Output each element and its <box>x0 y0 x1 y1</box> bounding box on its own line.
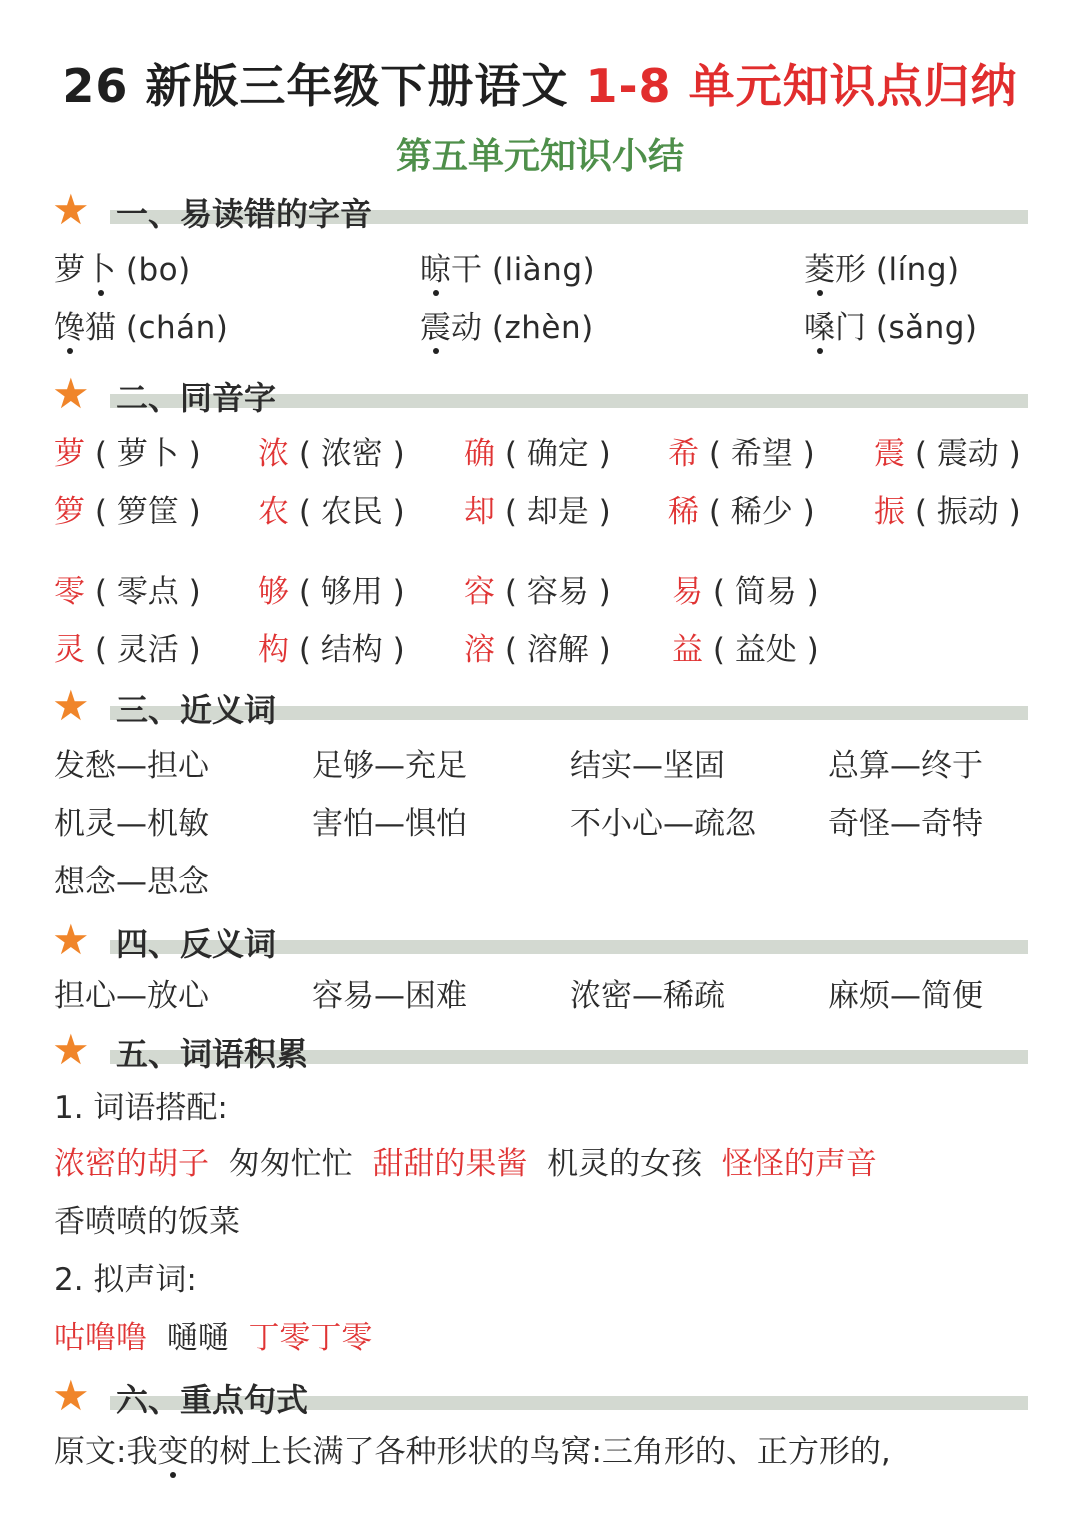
title-highlight: 1-8 单元知识点归纳 <box>585 59 1018 113</box>
vocab-phrase-row <box>0 1142 1080 1186</box>
pron-item: 震动 (zhèn) <box>420 310 594 346</box>
homophone-row <box>0 628 1080 672</box>
section-title: 五、词语积累 <box>116 1035 309 1073</box>
synonym-pair: 害怕—惧怕 <box>312 806 467 842</box>
synonym-pair: 不小心—疏忽 <box>570 806 756 842</box>
homophone-item: 零 ( 零点 ) <box>54 574 201 610</box>
pron-row <box>0 306 1080 350</box>
pron-item: 晾干 (liàng) <box>420 252 596 288</box>
onomatopoeia: 丁零丁零 <box>248 1320 373 1356</box>
homophone-item: 灵 ( 灵活 ) <box>54 632 201 668</box>
pron-item: 菱形 (líng) <box>804 252 960 288</box>
section-header-5 <box>52 1025 1028 1076</box>
synonym-row <box>0 802 1080 846</box>
onomatopoeia-row <box>0 1316 1080 1360</box>
vocab-heading: 1. 词语搭配: <box>54 1090 228 1126</box>
synonym-pair: 想念—思念 <box>54 864 209 900</box>
homophone-item: 希 ( 希望 ) <box>668 436 815 472</box>
phrase: 香喷喷的饭菜 <box>54 1204 240 1240</box>
sentence: 原文:我变的树上长满了各种形状的鸟窝:三角形的、正方形的, <box>54 1434 891 1470</box>
homophone-row <box>0 490 1080 534</box>
section-title: 一、易读错的字音 <box>116 195 373 233</box>
phrase: 机灵的女孩 <box>547 1146 703 1182</box>
phrase: 甜甜的果酱 <box>372 1146 528 1182</box>
antonym-pair: 浓密—稀疏 <box>570 978 725 1014</box>
sentence-row <box>0 1430 1080 1474</box>
section-title: 三、近义词 <box>116 691 277 729</box>
homophone-item: 容 ( 容易 ) <box>464 574 611 610</box>
pron-item: 嗓门 (sǎng) <box>804 310 978 346</box>
homophone-item: 够 ( 够用 ) <box>258 574 405 610</box>
homophone-row <box>0 432 1080 476</box>
synonym-pair: 结实—坚固 <box>570 748 725 784</box>
title-main: 26 新版三年级下册语文 <box>62 59 569 113</box>
phrase: 匆匆忙忙 <box>228 1146 353 1182</box>
homophone-item: 震 ( 震动 ) <box>874 436 1021 472</box>
section-header-2 <box>52 369 1028 420</box>
homophone-item: 箩 ( 箩筐 ) <box>54 494 201 530</box>
section-title: 六、重点句式 <box>116 1381 309 1419</box>
pron-row <box>0 248 1080 292</box>
section-title: 二、同音字 <box>116 379 277 417</box>
synonym-pair: 总算—终于 <box>828 748 983 784</box>
homophone-item: 萝 ( 萝卜 ) <box>54 436 201 472</box>
star-icon: ★ <box>52 681 90 730</box>
page-subtitle: 第五单元知识小结 <box>395 135 684 177</box>
synonym-pair: 发愁—担心 <box>54 748 209 784</box>
homophone-item: 农 ( 农民 ) <box>258 494 405 530</box>
onomatopoeia: 嗵嗵 <box>166 1320 229 1356</box>
section-title: 四、反义词 <box>116 925 277 963</box>
star-icon: ★ <box>52 185 90 234</box>
star-icon: ★ <box>52 1025 90 1074</box>
homophone-item: 溶 ( 溶解 ) <box>464 632 611 668</box>
synonym-row <box>0 860 1080 904</box>
homophone-row <box>0 570 1080 614</box>
synonym-pair: 足够—充足 <box>312 748 467 784</box>
pron-item: 馋猫 (chán) <box>54 310 229 346</box>
homophone-item: 构 ( 结构 ) <box>258 632 405 668</box>
antonym-row <box>0 974 1080 1018</box>
synonym-pair: 机灵—机敏 <box>54 806 209 842</box>
homophone-item: 却 ( 却是 ) <box>464 494 611 530</box>
section-header-4 <box>52 915 1028 966</box>
homophone-item: 确 ( 确定 ) <box>464 436 611 472</box>
synonym-row <box>0 744 1080 788</box>
homophone-item: 稀 ( 稀少 ) <box>668 494 815 530</box>
section-header-6 <box>52 1371 1028 1422</box>
onomatopoeia: 咕噜噜 <box>54 1320 147 1356</box>
phrase: 怪怪的声音 <box>721 1146 877 1182</box>
antonym-pair: 麻烦—简便 <box>828 978 983 1014</box>
page-title <box>0 50 1080 116</box>
antonym-pair: 容易—困难 <box>312 978 467 1014</box>
homophone-item: 益 ( 益处 ) <box>672 632 819 668</box>
antonym-pair: 担心—放心 <box>54 978 209 1014</box>
synonym-pair: 奇怪—奇特 <box>828 806 983 842</box>
homophone-item: 浓 ( 浓密 ) <box>258 436 405 472</box>
star-icon: ★ <box>52 915 90 964</box>
phrase: 浓密的胡子 <box>54 1146 209 1182</box>
vocab-phrase-row <box>0 1200 1080 1244</box>
vocab-heading: 2. 拟声词: <box>54 1262 197 1298</box>
homophone-item: 易 ( 简易 ) <box>672 574 819 610</box>
section-header-3 <box>52 681 1028 732</box>
section-header-1 <box>52 185 1028 236</box>
pron-item: 萝卜 (bo) <box>54 252 191 288</box>
star-icon: ★ <box>52 1371 90 1420</box>
homophone-item: 振 ( 振动 ) <box>874 494 1021 530</box>
star-icon: ★ <box>52 369 90 418</box>
